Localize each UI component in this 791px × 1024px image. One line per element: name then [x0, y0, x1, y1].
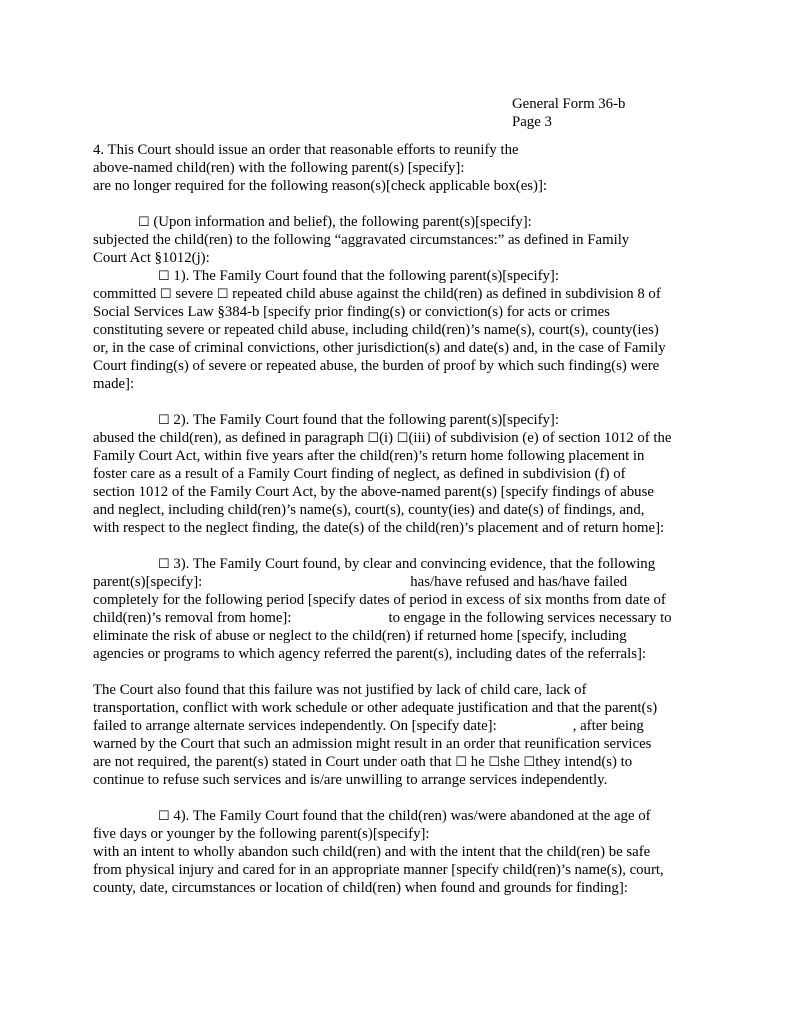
- item-1-line: Social Services Law §384-b [specify prior finding(s) or conviction(s) for acts or crimes: [93, 304, 610, 320]
- section-4-intro: [93, 141, 703, 195]
- he-checkbox[interactable]: ☐: [455, 754, 468, 769]
- they-checkbox[interactable]: ☐: [523, 754, 536, 769]
- committed-label: committed: [93, 286, 160, 302]
- removal-label: child(ren)’s removal from home]:: [93, 610, 292, 626]
- item-2-line: Family Court Act, within five years after the child(ren)’s return home following placement in: [93, 448, 645, 464]
- item-4-line: county, date, circumstances or location of child(ren) when found and grounds for finding]:: [93, 880, 628, 896]
- severe-checkbox[interactable]: ☐: [159, 286, 172, 301]
- aggravated-checkbox[interactable]: ☐: [138, 214, 150, 229]
- item-1-line: made]:: [93, 376, 135, 392]
- court-found-line: warned by the Court that such an admission might result in an order that reunification services: [93, 736, 652, 752]
- item-1-block: [93, 267, 703, 393]
- intro-line: above-named child(ren) with the following parent(s) [specify]:: [93, 160, 465, 176]
- she-label: she: [500, 754, 524, 770]
- item-3-line: eliminate the risk of abuse or neglect to the child(ren) if returned home [specify, including: [93, 628, 627, 644]
- item-4-checkbox[interactable]: ☐: [158, 808, 170, 823]
- item-4-line: from physical injury and cared for in an appropriate manner [specify child(ren)’s name(s), court,: [93, 862, 664, 878]
- specify-date-label: failed to arrange alternate services independently. On [specify date]:: [93, 718, 497, 734]
- severe-label: severe: [171, 286, 217, 302]
- engage-text: to engage in the following services necessary to: [388, 610, 672, 626]
- item-1-checkbox[interactable]: ☐: [158, 268, 170, 283]
- item-1-line: or, in the case of criminal convictions, other jurisdiction(s) and date(s) and, in the case of Family: [93, 340, 666, 356]
- he-label: he: [467, 754, 489, 770]
- item-1-line: Court finding(s) of severe or repeated abuse, the burden of proof by which such finding(s) were: [93, 358, 660, 374]
- court-found-line: continue to refuse such services and is/are unwilling to arrange services independently.: [93, 772, 608, 788]
- refused-text: has/have refused and has/have failed: [410, 574, 628, 590]
- page-number: Page 3: [512, 114, 552, 130]
- repeated-checkbox[interactable]: ☐: [216, 286, 229, 301]
- item-4-block: [93, 807, 703, 897]
- item-1-line: constituting severe or repeated child abuse, including child(ren)’s name(s), court(s), county(ies): [93, 322, 659, 338]
- paragraph-i-label: (i): [379, 430, 397, 446]
- after-being-text: , after being: [572, 718, 644, 734]
- paragraph-label: abused the child(ren), as defined in paragraph: [93, 430, 368, 446]
- item-1-lead: 1). The Family Court found that the following parent(s)[specify]:: [173, 268, 559, 284]
- court-found-line: transportation, conflict with work schedule or other adequate justification and that the parent(s): [93, 700, 658, 716]
- item-4-lead: 4). The Family Court found that the child(ren) was/were abandoned at the age of: [173, 808, 651, 824]
- repeated-abuse-text: repeated child abuse against the child(ren) as defined in subdivision 8 of: [228, 286, 661, 302]
- item-3-block: [93, 555, 703, 663]
- paragraph-i-checkbox[interactable]: ☐: [367, 430, 380, 445]
- court-also-found-block: [93, 681, 703, 789]
- court-found-line: The Court also found that this failure was not justified by lack of child care, lack of: [93, 682, 587, 698]
- item-2-lead: 2). The Family Court found that the following parent(s)[specify]:: [173, 412, 559, 428]
- item-2-checkbox[interactable]: ☐: [158, 412, 170, 427]
- item-2-line: foster care as a result of a Family Court finding of neglect, as defined in subdivision (f) of: [93, 466, 626, 482]
- aggravated-lead: (Upon information and belief), the following parent(s)[specify]:: [153, 214, 532, 230]
- form-name: General Form 36-b: [512, 96, 626, 112]
- aggravated-line: subjected the child(ren) to the following “aggravated circumstances:” as defined in Family: [93, 232, 630, 248]
- item-3-line: completely for the following period [specify dates of period in excess of six months from date of: [93, 592, 666, 608]
- they-label: they intend(s) to: [535, 754, 633, 770]
- form-header: [512, 95, 625, 131]
- intro-line: are no longer required for the following reason(s)[check applicable box(es)]:: [93, 178, 547, 194]
- item-2-block: [93, 411, 703, 537]
- oath-text: are not required, the parent(s) stated in Court under oath that: [93, 754, 456, 770]
- parents-specify-label: parent(s)[specify]:: [93, 574, 203, 590]
- item-2-line: and neglect, including child(ren)’s name(s), court(s), county(ies) and date(s) of findings, and,: [93, 502, 645, 518]
- item-3-lead: 3). The Family Court found, by clear and convincing evidence, that the following: [173, 556, 656, 572]
- paragraph-iii-checkbox[interactable]: ☐: [396, 430, 409, 445]
- paragraph-iii-label: (iii) of subdivision (e) of section 1012 of the: [408, 430, 672, 446]
- item-4-line: five days or younger by the following parent(s)[specify]:: [93, 826, 430, 842]
- form-body: [93, 141, 703, 897]
- item-4-line: with an intent to wholly abandon such child(ren) and with the intent that the child(ren) be safe: [93, 844, 651, 860]
- intro-line: 4. This Court should issue an order that reasonable efforts to reunify the: [93, 142, 519, 158]
- aggravated-circumstances-block: [93, 213, 703, 267]
- item-2-line: with respect to the neglect finding, the date(s) of the child(ren)’s placement and of return home]:: [93, 520, 665, 536]
- aggravated-line: Court Act §1012(j):: [93, 250, 210, 266]
- item-3-line: agencies or programs to which agency referred the parent(s), including dates of the referrals]:: [93, 646, 646, 662]
- she-checkbox[interactable]: ☐: [488, 754, 501, 769]
- item-3-checkbox[interactable]: ☐: [158, 556, 170, 571]
- item-2-line: section 1012 of the Family Court Act, by the above-named parent(s) [specify findings of abuse: [93, 484, 654, 500]
